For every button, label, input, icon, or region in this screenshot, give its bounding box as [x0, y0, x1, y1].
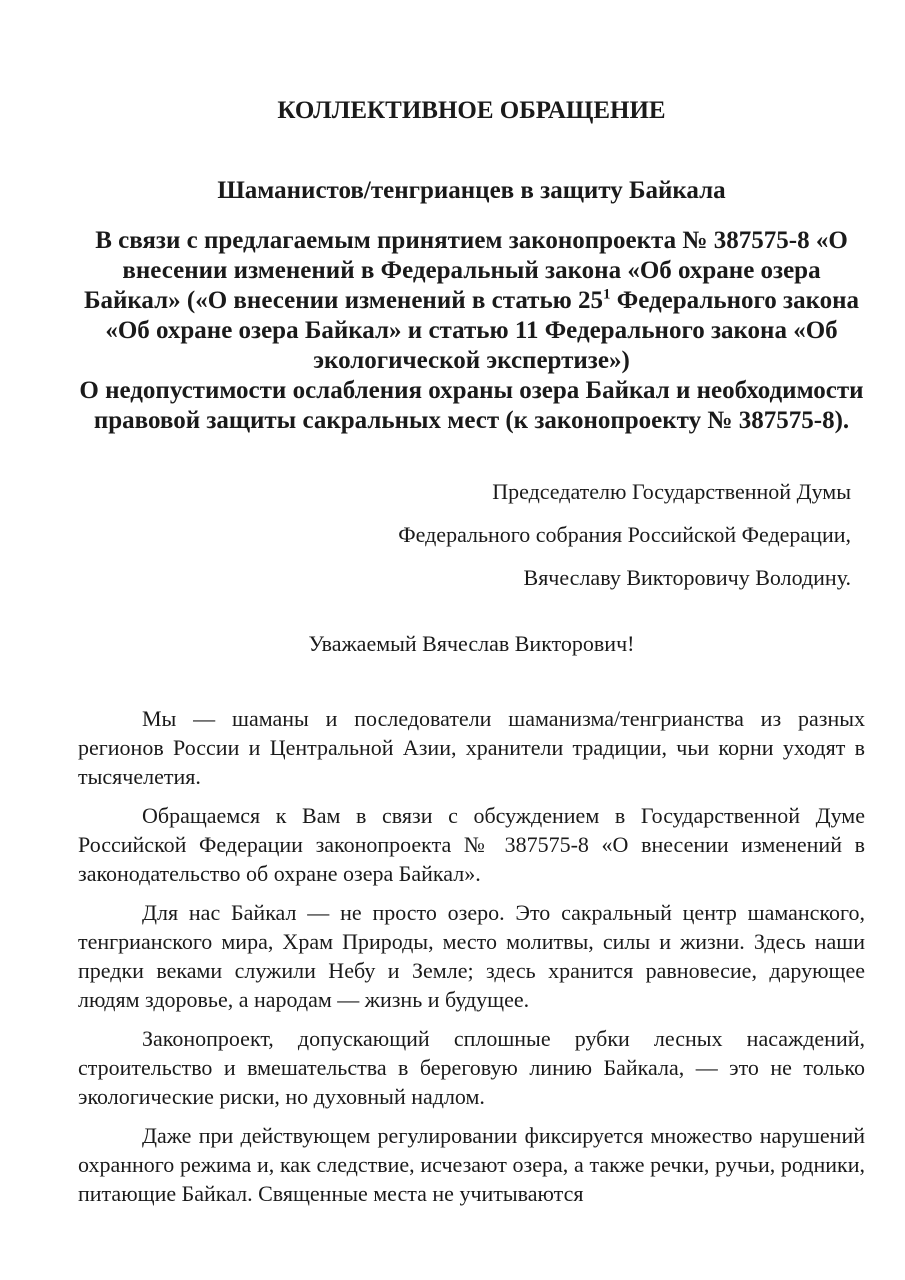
subject-text-after-superscript: Федерального закона «Об охране озера Байкал» и статью 11 Федерального закона «Об экологической экспертизе»): [105, 287, 860, 374]
document-subject-secondary: О недопустимости ослабления охраны озера Байкал и необходимости правовой защиты сакральных мест (к законопроекту № 387575-8).: [79, 377, 864, 434]
addressee-line: Федерального собрания Российской Федерации,: [398, 522, 851, 547]
document-subtitle: Шаманистов/тенгрианцев в защиту Байкала: [217, 177, 726, 204]
body-paragraph: Для нас Байкал — не просто озеро. Это сакральный центр шаманского, тенгрианского мира, Храм Природы, место молитвы, силы и жизни. Здесь наши предки веками служили Небу и Земле; здесь хранится равновесие, дарующее людям здоровье, а народам — жизнь и будущее.: [78, 900, 865, 1012]
subject-text-before-superscript: В связи с предлагаемым принятием законопроекта № 387575-8 «О внесении изменений в Федеральный закона «Об охране озера Байкал» («О внесении изменений в статью 25: [83, 227, 848, 314]
body-paragraph: Мы — шаманы и последователи шаманизма/тенгрианства из разных регионов России и Центральной Азии, хранители традиции, чьи корни уходят в тысячелетия.: [78, 706, 865, 789]
letter-body: [78, 704, 865, 1208]
document-subject: [78, 226, 865, 376]
body-paragraph: Даже при действующем регулировании фиксируется множество нарушений охранного режима и, как следствие, исчезают озера, а также речки, ручьи, родники, питающие Байкал. Священные места не учитываются: [78, 1123, 865, 1206]
subject-superscript: 1: [603, 286, 611, 303]
body-paragraph: Законопроект, допускающий сплошные рубки лесных насаждений, строительство и вмешательства в береговую линию Байкала, — это не только экологические риски, но духовный надлом.: [78, 1026, 865, 1109]
addressee-line: Председателю Государственной Думы: [492, 479, 851, 504]
document-title: КОЛЛЕКТИВНОЕ ОБРАЩЕНИЕ: [277, 97, 666, 124]
body-paragraph: Обращаемся к Вам в связи с обсуждением в Государственной Думе Российской Федерации законопроекта № 387575-8 «О внесении изменений в законодательство об охране озера Байкал».: [78, 803, 865, 886]
addressee-block: [78, 470, 865, 599]
addressee-line: Вячеславу Викторовичу Володину.: [523, 565, 851, 590]
salutation: Уважаемый Вячеслав Викторович!: [308, 631, 635, 656]
